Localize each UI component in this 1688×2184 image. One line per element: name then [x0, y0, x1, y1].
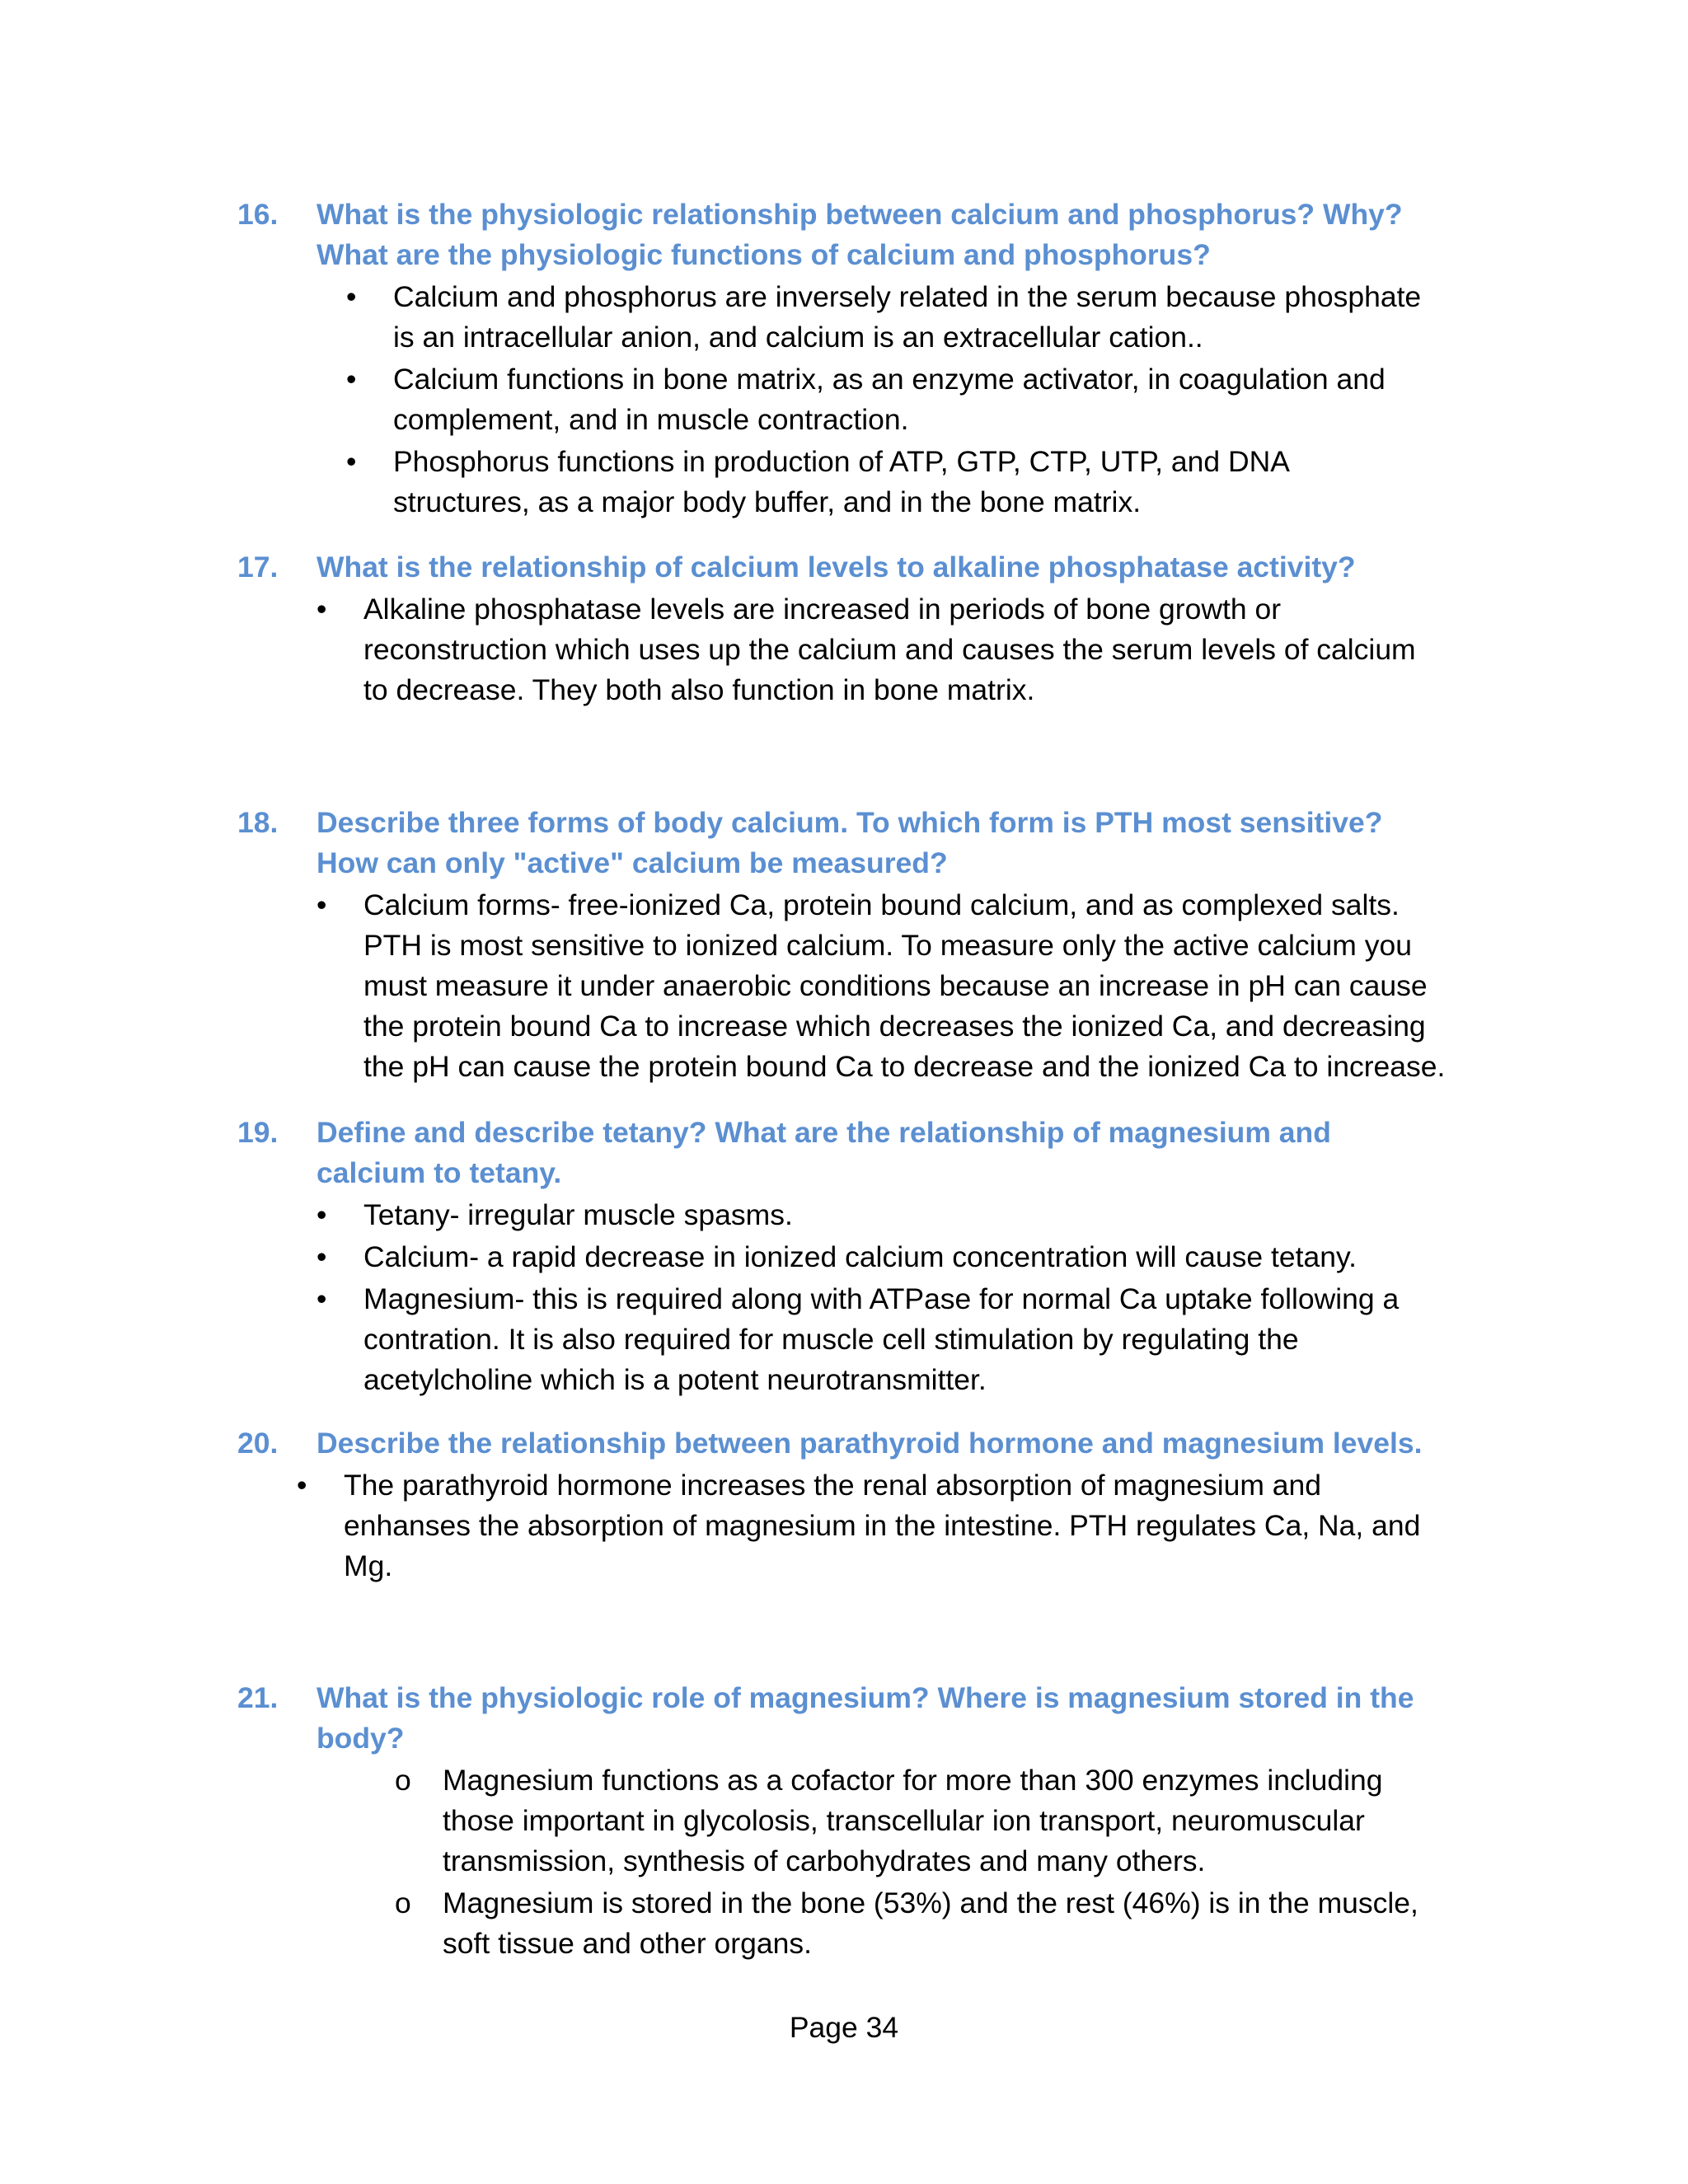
question-heading	[0, 1113, 1688, 1193]
circle-bullet-icon: o	[395, 1764, 411, 1797]
answer-line: Calcium- a rapid decrease in ionized calcium concentration will cause tetany.	[363, 1240, 1357, 1273]
bullet-icon: •	[316, 1282, 327, 1315]
question-text-line: Describe the relationship between parathyroid hormone and magnesium levels.	[316, 1427, 1423, 1460]
answer-line: structures, as a major body buffer, and in the bone matrix.	[393, 485, 1142, 518]
bullet-icon: •	[297, 1469, 307, 1502]
answer-item	[0, 1465, 1688, 1586]
answer-line: the protein bound Ca to increase which decreases the ionized Ca, and decreasing	[363, 1010, 1426, 1043]
question-text-line: calcium to tetany.	[316, 1156, 562, 1189]
bullet-icon: •	[346, 363, 357, 396]
question-number: 21.	[237, 1681, 279, 1714]
question-text-line: What is the relationship of calcium levels to alkaline phosphatase activity?	[316, 551, 1356, 583]
answer-item	[0, 359, 1688, 440]
question-number: 17.	[237, 551, 279, 583]
bullet-icon: •	[346, 280, 357, 313]
answer-line: contration. It is also required for muscle cell stimulation by regulating the	[363, 1323, 1299, 1356]
answer-line: Calcium functions in bone matrix, as an enzyme activator, in coagulation and	[393, 363, 1386, 396]
bullet-icon: •	[316, 888, 327, 921]
answer-line: The parathyroid hormone increases the renal absorption of magnesium and	[344, 1469, 1321, 1502]
bullet-icon: •	[346, 445, 357, 478]
answer-line: Alkaline phosphatase levels are increased in periods of bone growth or	[363, 593, 1282, 626]
question-18	[0, 803, 1688, 1089]
answer-line: Mg.	[344, 1549, 393, 1582]
question-heading	[0, 547, 1688, 588]
answer-list	[0, 277, 1688, 523]
answer-item	[0, 1279, 1688, 1400]
answer-item	[0, 885, 1688, 1087]
bullet-icon: •	[316, 1240, 327, 1273]
answer-line: Calcium forms- free-ionized Ca, protein bound calcium, and as complexed salts.	[363, 888, 1400, 921]
answer-line: Tetany- irregular muscle spasms.	[363, 1198, 793, 1231]
question-19	[0, 1113, 1688, 1402]
answer-line: Magnesium functions as a cofactor for more than 300 enzymes including	[443, 1764, 1383, 1797]
question-text-line: Describe three forms of body calcium. To which form is PTH most sensitive?	[316, 806, 1383, 839]
question-heading	[0, 1678, 1688, 1759]
question-text-line: How can only "active" calcium be measured?	[316, 846, 948, 879]
answer-line: reconstruction which uses up the calcium and causes the serum levels of calcium	[363, 633, 1416, 666]
question-heading	[0, 803, 1688, 883]
answer-line: Calcium and phosphorus are inversely related in the serum because phosphate	[393, 280, 1422, 313]
bullet-icon: •	[316, 593, 327, 626]
answer-list	[0, 885, 1688, 1087]
question-17	[0, 547, 1688, 712]
answer-list	[0, 1465, 1688, 1586]
answer-item	[0, 277, 1688, 358]
answer-item	[0, 1195, 1688, 1235]
question-21	[0, 1678, 1688, 1966]
answer-item	[0, 1760, 1688, 1882]
answer-line: Phosphorus functions in production of ATP, GTP, CTP, UTP, and DNA	[393, 445, 1290, 478]
answer-line: those important in glycolosis, transcellular ion transport, neuromuscular	[443, 1804, 1365, 1837]
question-text-line: body?	[316, 1722, 405, 1755]
answer-line: enhanses the absorption of magnesium in the intestine. PTH regulates Ca, Na, and	[344, 1509, 1421, 1542]
answer-list	[0, 1760, 1688, 1964]
question-text-line: What is the physiologic relationship between calcium and phosphorus? Why?	[316, 198, 1403, 231]
question-16	[0, 194, 1688, 524]
answer-line: is an intracellular anion, and calcium is an extracellular cation..	[393, 321, 1203, 354]
circle-bullet-icon: o	[395, 1886, 411, 1919]
answer-item	[0, 1883, 1688, 1964]
bullet-icon: •	[316, 1198, 327, 1231]
answer-line: PTH is most sensitive to ionized calcium. To measure only the active calcium you	[363, 929, 1412, 962]
question-text-line: What are the physiologic functions of calcium and phosphorus?	[316, 238, 1211, 271]
answer-line: the pH can cause the protein bound Ca to decrease and the ionized Ca to increase.	[363, 1050, 1446, 1083]
answer-item	[0, 1237, 1688, 1277]
question-heading	[0, 1423, 1688, 1464]
answer-line: to decrease. They both also function in bone matrix.	[363, 673, 1035, 706]
question-number: 19.	[237, 1116, 279, 1149]
answer-list	[0, 1195, 1688, 1400]
answer-line: Magnesium- this is required along with ATPase for normal Ca uptake following a	[363, 1282, 1400, 1315]
question-number: 16.	[237, 198, 279, 231]
answer-list	[0, 589, 1688, 710]
answer-line: complement, and in muscle contraction.	[393, 403, 909, 436]
page-number: Page 34	[789, 2011, 899, 2044]
answer-line: Magnesium is stored in the bone (53%) and the rest (46%) is in the muscle,	[443, 1886, 1418, 1919]
answer-line: transmission, synthesis of carbohydrates and many others.	[443, 1844, 1206, 1877]
question-20	[0, 1423, 1688, 1588]
question-text-line: What is the physiologic role of magnesium? Where is magnesium stored in the	[316, 1681, 1414, 1714]
answer-line: soft tissue and other organs.	[443, 1927, 812, 1960]
answer-line: acetylcholine which is a potent neurotransmitter.	[363, 1363, 987, 1396]
question-text-line: Define and describe tetany? What are the relationship of magnesium and	[316, 1116, 1331, 1149]
question-number: 18.	[237, 806, 279, 839]
answer-item	[0, 589, 1688, 710]
question-number: 20.	[237, 1427, 279, 1460]
answer-item	[0, 442, 1688, 523]
answer-line: must measure it under anaerobic conditions because an increase in pH can cause	[363, 969, 1428, 1002]
question-heading	[0, 194, 1688, 275]
